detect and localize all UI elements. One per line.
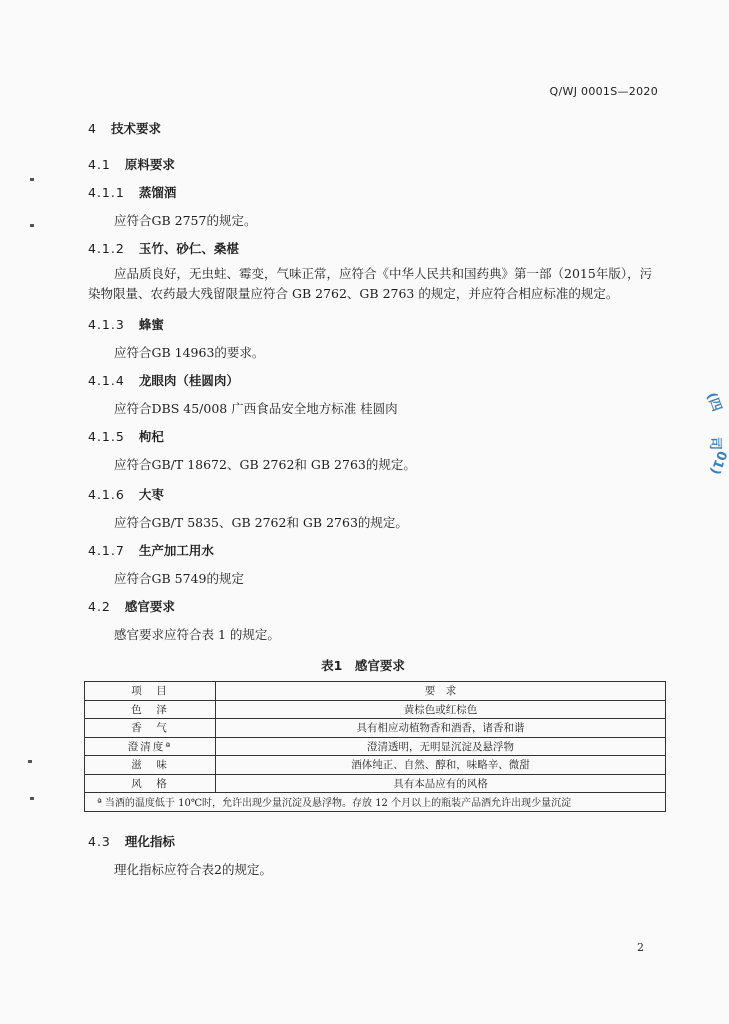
section-4-1-7-text: 应符合GB 5749的规定 [114, 571, 244, 586]
section-4-1-5-text: 应符合GB/T 18672、GB 2762和 GB 2763的规定。 [114, 457, 416, 472]
table-row [85, 774, 666, 793]
table-footnote: ª 当酒的温度低于 10℃时，允许出现少量沉淀及悬浮物。存放 12 个月以上的瓶装产品酒允许出现少量沉淀 [85, 793, 666, 812]
table-header-item: 项 目 [85, 682, 216, 701]
section-4-1-4-heading: 4.1.4 龙眼肉（桂圆肉） [88, 373, 239, 388]
section-4-1-2-heading: 4.1.2 玉竹、砂仁、桑椹 [88, 241, 239, 256]
section-4-1-3-text: 应符合GB 14963的要求。 [114, 345, 265, 360]
table-cell-requirement: 酒体纯正、自然、醇和，味略辛、微甜 [216, 756, 666, 775]
table-cell-item: 香 气 [85, 719, 216, 738]
scan-mark [28, 760, 32, 763]
section-4-heading: 4 技术要求 [88, 121, 161, 136]
seal-stamp-fragment: 01) [706, 448, 729, 477]
seal-stamp-fragment: (四 [703, 390, 724, 414]
section-4-1-2-text: 应品质良好，无虫蛀、霉变，气味正常，应符合《中华人民共和国药典》第一部（2015年版），污染物限量、农药最大残留限量应符合 GB 2762、GB 2763 的规定，并应符合相应标准的规定。 [88, 266, 653, 301]
table-cell-item: 滋 味 [85, 756, 216, 775]
page-number: 2 [637, 941, 644, 954]
table-row [85, 700, 666, 719]
scan-mark [30, 224, 34, 227]
section-4-1-3-heading: 4.1.3 蜂蜜 [88, 317, 164, 332]
section-4-1-6-heading: 4.1.6 大枣 [88, 487, 164, 502]
section-4-1-1-text: 应符合GB 2757的规定。 [114, 213, 257, 228]
section-4-2-heading: 4.2 感官要求 [88, 599, 175, 614]
table-cell-requirement: 澄清透明，无明显沉淀及悬浮物 [216, 737, 666, 756]
section-4-1-7-heading: 4.1.7 生产加工用水 [88, 543, 214, 558]
table-row [85, 737, 666, 756]
table-cell-requirement: 黄棕色或红棕色 [216, 700, 666, 719]
table-cell-item: 澄清度ª [85, 737, 216, 756]
scan-mark [30, 178, 34, 181]
table-cell-item: 风 格 [85, 774, 216, 793]
section-4-1-4-text: 应符合DBS 45/008 广西食品安全地方标准 桂圆肉 [114, 401, 398, 416]
table-cell-requirement: 具有相应动植物香和酒香，诸香和谐 [216, 719, 666, 738]
table-note-row [85, 793, 666, 812]
section-4-1-5-heading: 4.1.5 枸杞 [88, 429, 164, 444]
table-cell-requirement: 具有本品应有的风格 [216, 774, 666, 793]
section-4-1-1-heading: 4.1.1 蒸馏酒 [88, 185, 177, 200]
table-row [85, 756, 666, 775]
section-4-3-heading: 4.3 理化指标 [88, 834, 175, 849]
sensory-requirements-table [84, 681, 666, 812]
seal-stamp-fragment: 司 [707, 436, 723, 451]
section-4-1-6-text: 应符合GB/T 5835、GB 2762和 GB 2763的规定。 [114, 515, 408, 530]
table-header-requirement: 要 求 [216, 682, 666, 701]
scan-mark [30, 797, 34, 800]
section-4-3-text: 理化指标应符合表2的规定。 [114, 862, 272, 877]
table-1-caption: 表1 感官要求 [321, 658, 405, 673]
table-cell-item: 色 泽 [85, 700, 216, 719]
table-row [85, 719, 666, 738]
section-4-1-heading: 4.1 原料要求 [88, 157, 175, 172]
document-code: Q/WJ 0001S—2020 [549, 85, 658, 98]
section-4-2-text: 感官要求应符合表 1 的规定。 [114, 627, 280, 642]
table-header-row [85, 682, 666, 701]
